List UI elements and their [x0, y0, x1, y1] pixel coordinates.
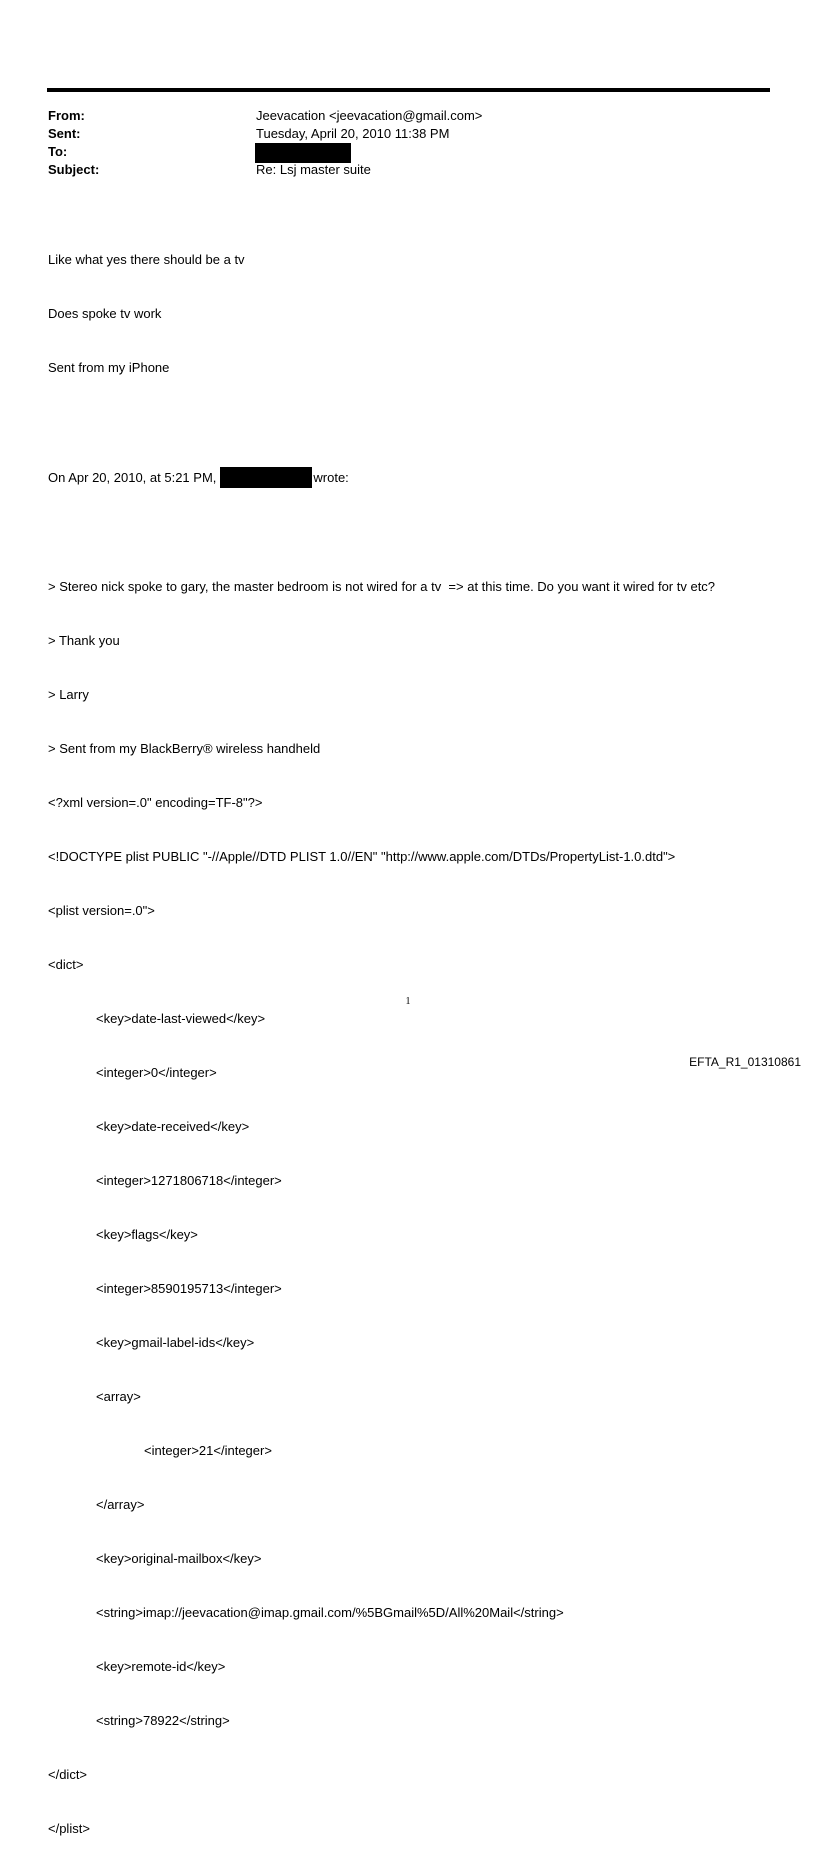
page-number: 1	[405, 996, 411, 1007]
dict-line: <string>78922</string>	[96, 1713, 230, 1728]
dict-line: <key>date-received</key>	[96, 1119, 250, 1134]
spacer	[48, 413, 788, 431]
body-line: Sent from my iPhone	[48, 360, 170, 375]
wrote-prefix: On Apr 20, 2010, at 5:21 PM,	[48, 470, 217, 485]
header-rule	[47, 88, 770, 92]
to-label: To:	[48, 144, 68, 159]
subject-label: Subject:	[48, 162, 100, 177]
dict-line: <integer>0</integer>	[96, 1065, 217, 1080]
dict-line: <array>	[96, 1389, 141, 1404]
closing-line: </dict>	[48, 1767, 88, 1782]
closing-line: </plist>	[48, 1821, 90, 1836]
document-id: EFTA_R1_01310861	[689, 1055, 801, 1069]
quoted-line: > Larry	[48, 687, 89, 702]
quoted-line: > Sent from my BlackBerry® wireless handheld	[48, 741, 321, 756]
dict-line: <integer>8590195713</integer>	[96, 1281, 282, 1296]
sent-value: Tuesday, April 20, 2010 11:38 PM	[256, 126, 450, 141]
spacer	[48, 524, 788, 542]
dict-line: <string>imap://jeevacation@imap.gmail.com/%5BGmail%5D/All%20Mail</string>	[96, 1605, 564, 1620]
from-value: Jeevacation <jeevacation@gmail.com>	[256, 108, 483, 123]
dict-line: <key>original-mailbox</key>	[96, 1551, 262, 1566]
from-label: From:	[48, 108, 85, 123]
dict-line: <key>remote-id</key>	[96, 1659, 226, 1674]
dict-line: </array>	[96, 1497, 145, 1512]
wrote-line	[48, 467, 788, 488]
to-row	[48, 143, 748, 161]
from-row	[48, 107, 748, 125]
quoted-line: <!DOCTYPE plist PUBLIC "-//Apple//DTD PLIST 1.0//EN" "http://www.apple.com/DTDs/PropertyList-1.0.dtd">	[48, 849, 676, 864]
dict-line: <key>flags</key>	[96, 1227, 198, 1242]
subject-row	[48, 161, 748, 179]
quoted-line: <dict>	[48, 957, 84, 972]
array-line: <integer>21</integer>	[144, 1443, 272, 1458]
quoted-line: <?xml version=.0" encoding=TF-8"?>	[48, 795, 263, 810]
dict-line: <key>gmail-label-ids</key>	[96, 1335, 255, 1350]
email-header	[48, 107, 748, 179]
body-line: Like what yes there should be a tv	[48, 252, 245, 267]
email-body	[48, 215, 788, 1856]
sent-label: Sent:	[48, 126, 81, 141]
quoted-line: <plist version=.0">	[48, 903, 155, 918]
sender-redaction	[220, 467, 312, 488]
subject-value: Re: Lsj master suite	[256, 162, 371, 177]
quoted-line: > Thank you	[48, 633, 120, 648]
wrote-suffix: wrote:	[313, 470, 349, 485]
to-redaction	[255, 143, 351, 163]
dict-line: <integer>1271806718</integer>	[96, 1173, 282, 1188]
body-line: Does spoke tv work	[48, 306, 162, 321]
quoted-line: > Stereo nick spoke to gary, the master bedroom is not wired for a tv => at this time. Do you want it wired for tv etc?	[48, 579, 716, 594]
dict-line: <key>date-last-viewed</key>	[96, 1011, 266, 1026]
sent-row	[48, 125, 748, 143]
